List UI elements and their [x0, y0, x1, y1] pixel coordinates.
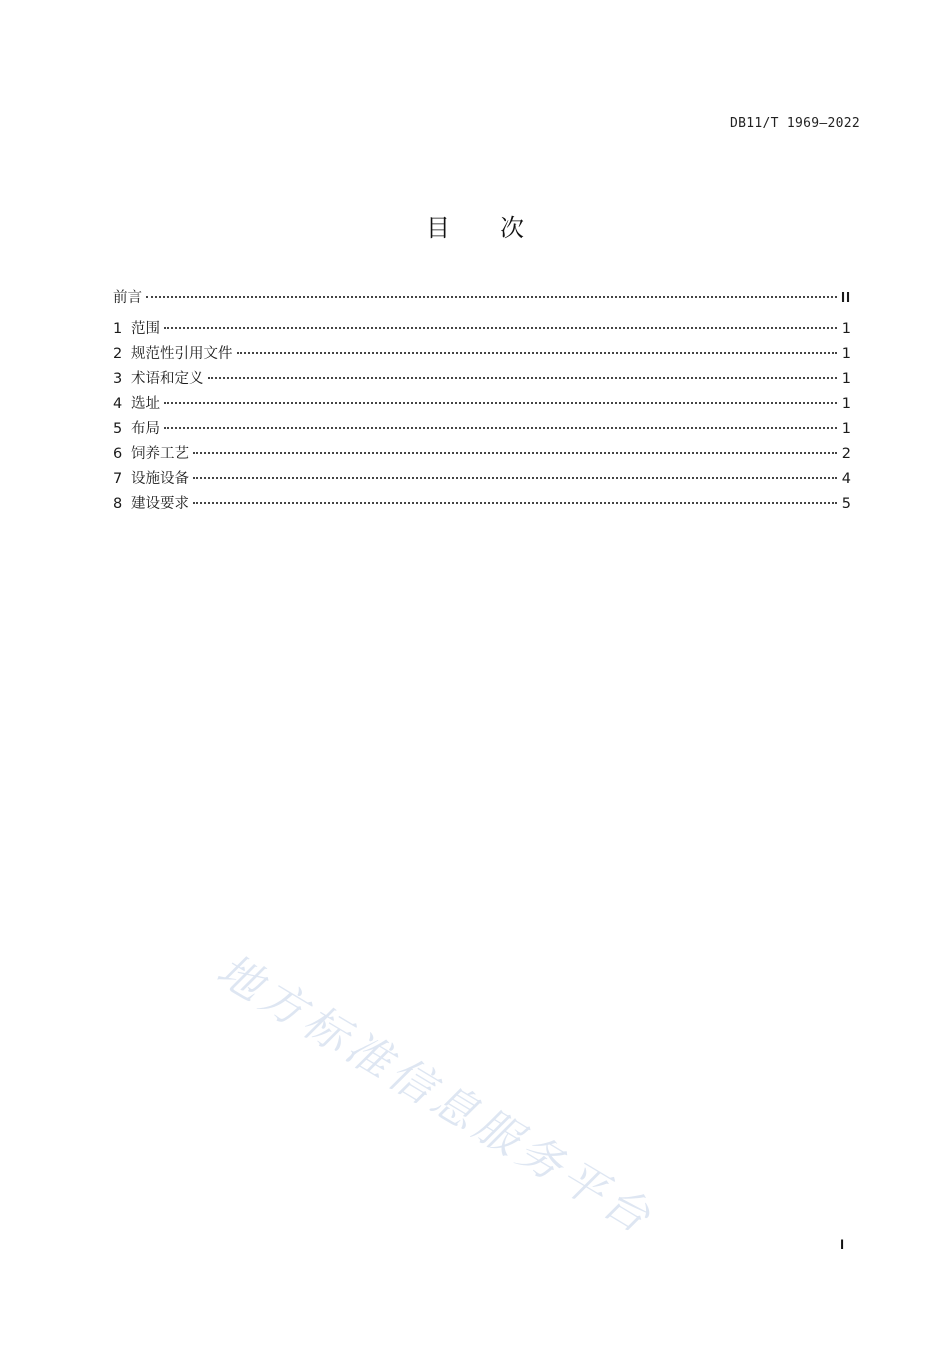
toc-entry-page: 2	[841, 446, 851, 462]
toc-entry-page: 4	[841, 471, 851, 487]
toc-dot-leader	[193, 477, 837, 479]
toc-dot-leader	[193, 452, 837, 454]
toc-entry-label: 设施设备	[131, 471, 189, 487]
toc-entry-label: 规范性引用文件	[131, 346, 233, 362]
toc-entry-label: 建设要求	[131, 496, 189, 512]
toc-entry-3[interactable]	[113, 367, 851, 392]
toc-entry-label: 范围	[131, 321, 160, 337]
toc-entry-5[interactable]	[113, 417, 851, 442]
toc-entry-number: 7	[113, 471, 123, 487]
table-of-contents	[113, 287, 851, 517]
toc-entry-label: 选址	[131, 396, 160, 412]
toc-entry-number: 5	[113, 421, 123, 437]
document-code: DB11/T 1969—2022	[729, 116, 860, 131]
toc-entry-label: 饲养工艺	[131, 446, 189, 462]
toc-entry-number: 8	[113, 496, 123, 512]
toc-entry-page: 1	[841, 371, 851, 387]
watermark: 地方标准信息服务平台	[208, 944, 663, 1246]
toc-entry-page: 5	[841, 496, 851, 512]
toc-entry-label: 术语和定义	[131, 371, 204, 387]
toc-entry-number: 3	[113, 371, 123, 387]
toc-dot-leader	[146, 296, 837, 298]
toc-entry-label: 前言	[113, 290, 142, 306]
toc-entry-foreword[interactable]	[113, 287, 851, 317]
toc-entry-6[interactable]	[113, 442, 851, 467]
toc-dot-leader	[164, 427, 837, 429]
toc-entry-number: 6	[113, 446, 123, 462]
toc-entry-4[interactable]	[113, 392, 851, 417]
toc-entry-8[interactable]	[113, 492, 851, 517]
toc-dot-leader	[164, 402, 837, 404]
toc-entry-number: 1	[113, 321, 123, 337]
toc-entry-page: 1	[841, 396, 851, 412]
toc-entry-page: 1	[841, 421, 851, 437]
toc-entry-page: II	[840, 290, 851, 306]
toc-entry-page: 1	[841, 321, 851, 337]
toc-entry-number: 4	[113, 396, 123, 412]
toc-entry-7[interactable]	[113, 467, 851, 492]
toc-entry-page: 1	[841, 346, 851, 362]
toc-entry-number: 2	[113, 346, 123, 362]
page-number: I	[840, 1236, 844, 1252]
toc-title: 目次	[426, 214, 574, 242]
toc-entry-label: 布局	[131, 421, 160, 437]
toc-dot-leader	[193, 502, 837, 504]
toc-entry-1[interactable]	[113, 317, 851, 342]
toc-dot-leader	[164, 327, 837, 329]
toc-dot-leader	[237, 352, 838, 354]
toc-entry-2[interactable]	[113, 342, 851, 367]
toc-dot-leader	[208, 377, 838, 379]
